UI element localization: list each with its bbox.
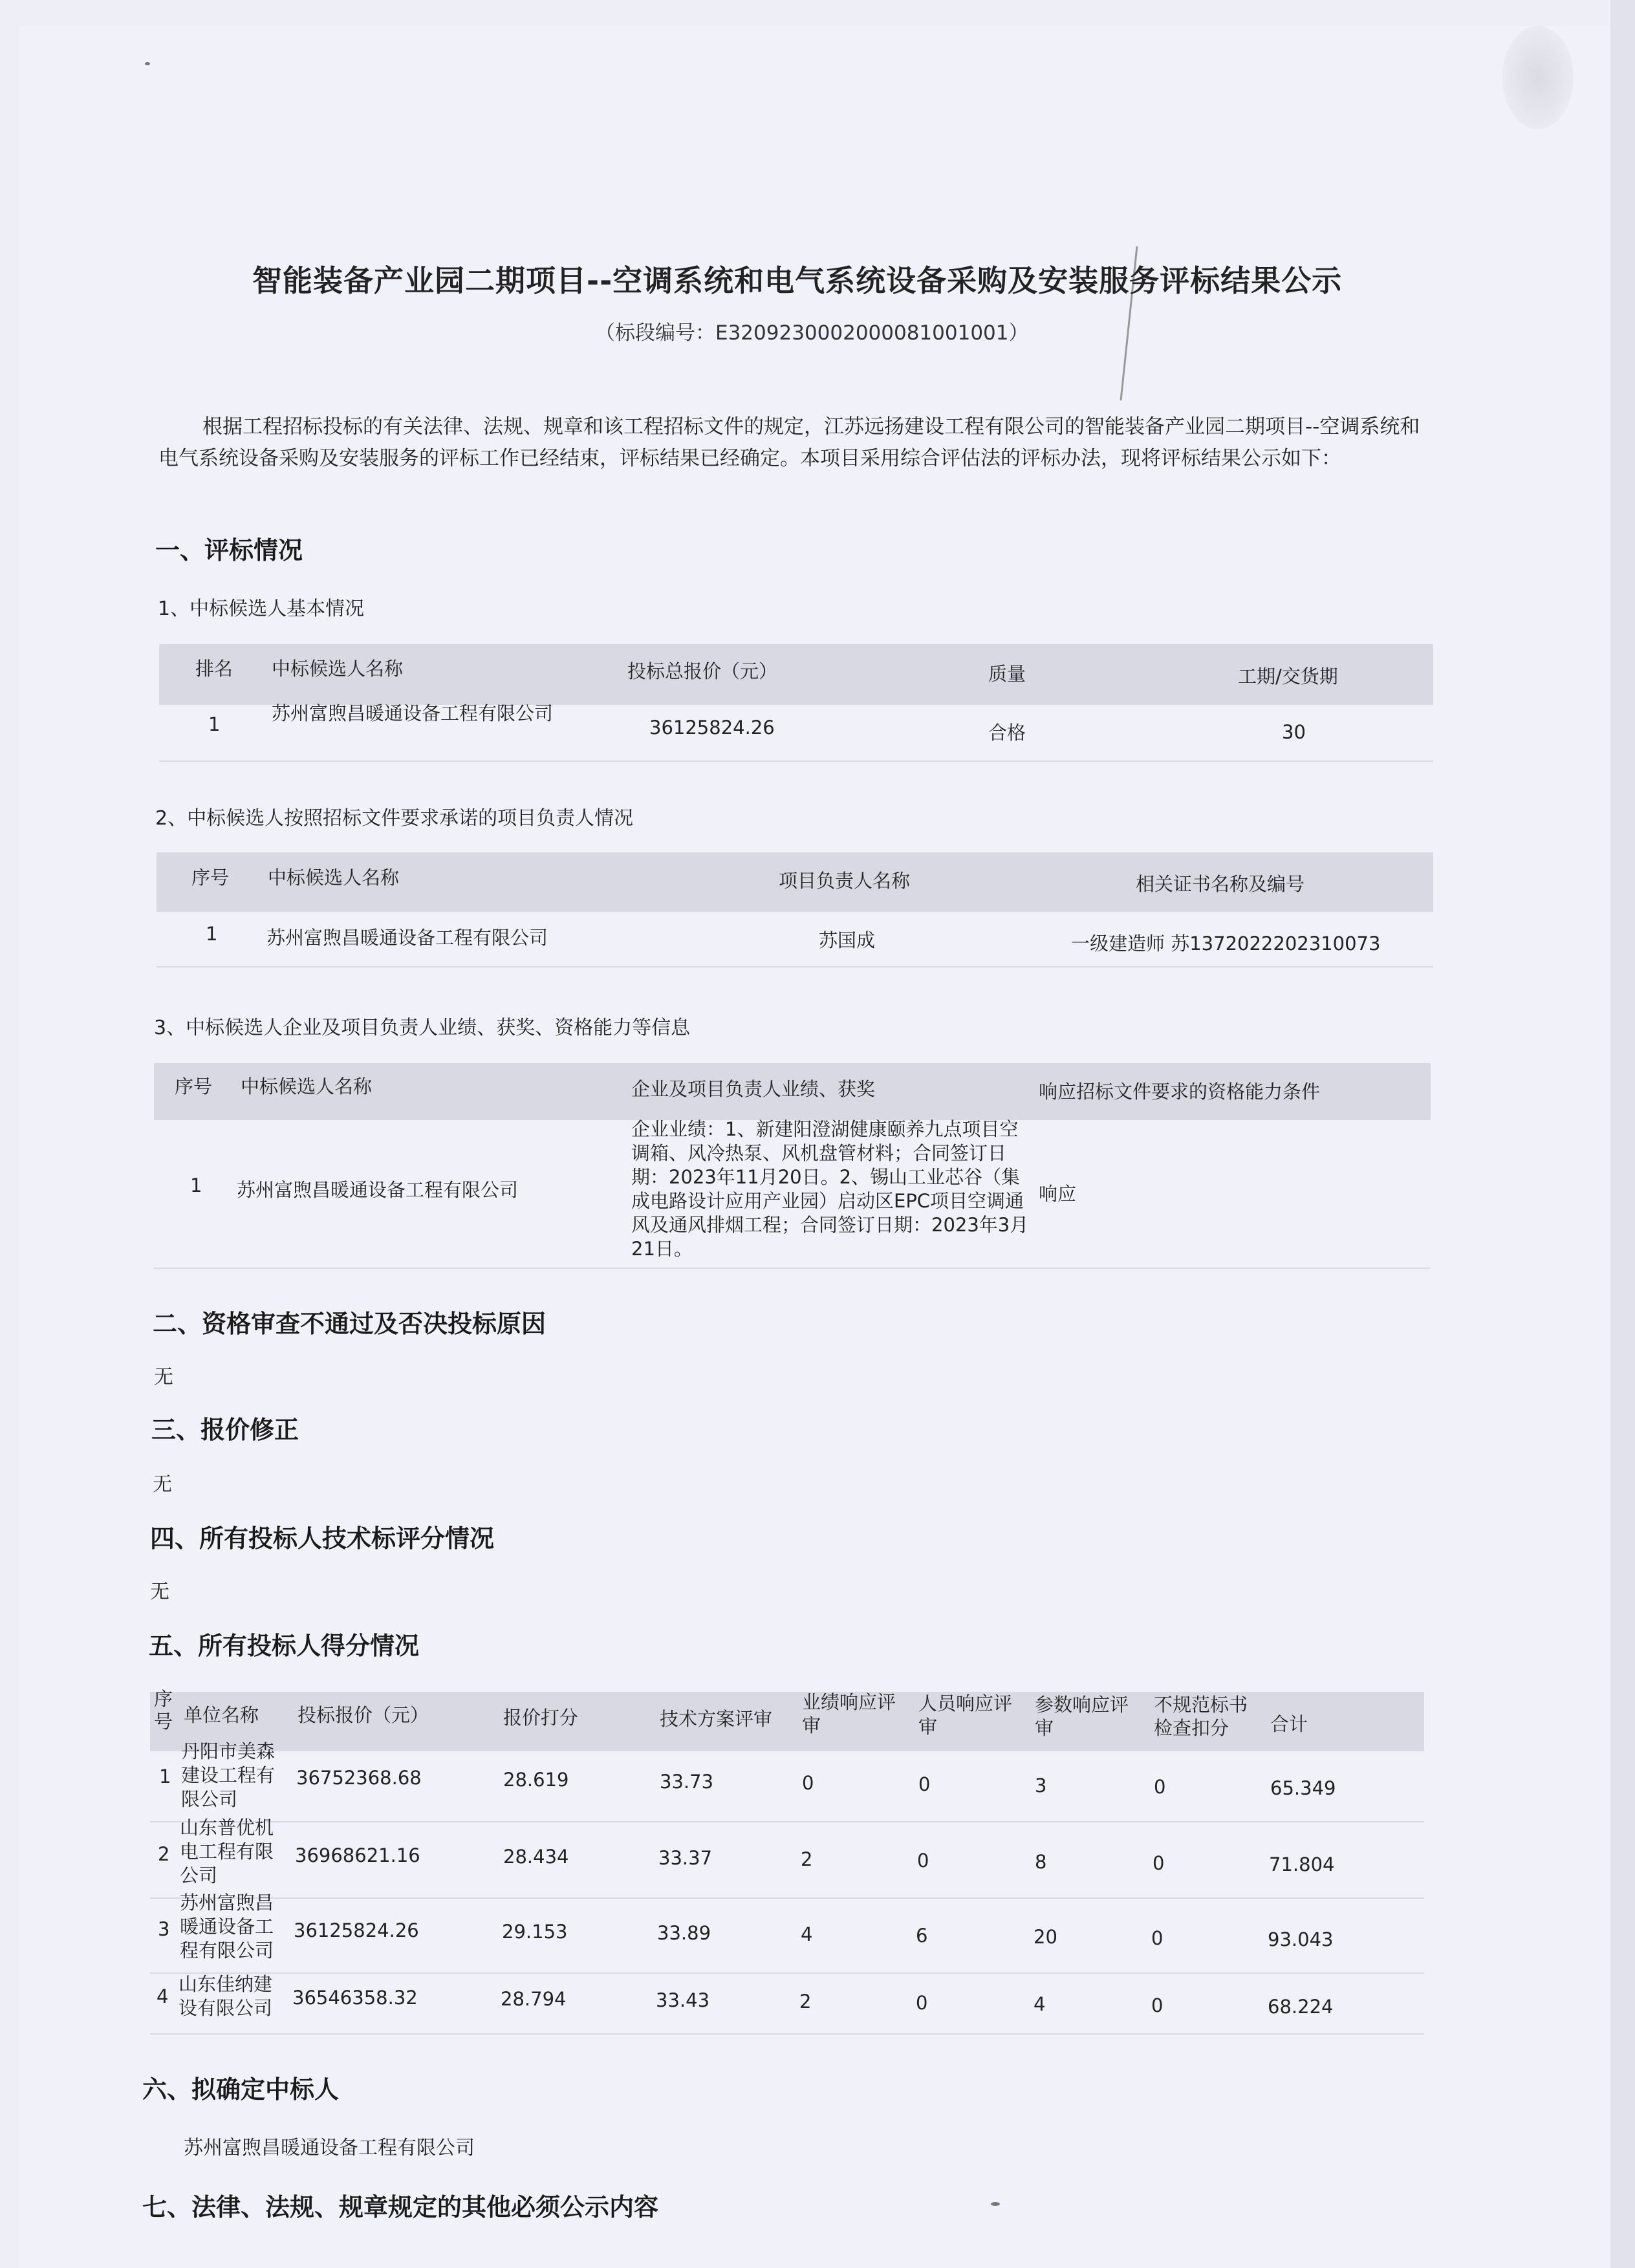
section-heading-4: 四、所有投标人技术标评分情况	[150, 1524, 495, 1553]
table3-rule	[154, 1268, 1431, 1269]
section-4-body: 无	[150, 1581, 169, 1603]
table5-cell-staff: 0	[918, 1773, 931, 1795]
table5-cell-name: 苏州富煦昌暖通设备工程有限公司	[180, 1892, 274, 1961]
table5-cell-no: 2	[158, 1843, 170, 1865]
table1-cell-price: 36125824.26	[649, 717, 775, 739]
table5-cell-tech: 33.43	[656, 1989, 710, 2011]
table5-cell-price: 36546358.32	[292, 1987, 418, 2009]
table5-header: 技术方案评审	[660, 1708, 773, 1730]
table5-cell-perf: 0	[802, 1772, 814, 1794]
table1-header: 质量	[988, 663, 1026, 685]
table5-cell-total: 65.349	[1270, 1777, 1336, 1799]
table5-cell-deduct: 0	[1153, 1852, 1165, 1874]
table2-rule	[157, 966, 1433, 967]
table5-header: 单位名称	[184, 1704, 259, 1726]
table5-cell-param: 8	[1035, 1851, 1047, 1873]
table5-cell-deduct: 0	[1151, 1994, 1164, 2016]
table5-header: 人员响应评审	[918, 1692, 1013, 1738]
intro-paragraph: 根据工程招标投标的有关法律、法规、规章和该工程招标文件的规定，江苏远扬建设工程有限公司的智能装备产业园二期项目--空调系统和电气系统设备采购及安装服务的评标工作已经结束，评标结果已经确定。本项目采用综合评估法的评标办法，现将评标结果公示如下：	[158, 415, 1420, 470]
table2-header: 相关证书名称及编号	[1136, 873, 1305, 895]
table5-cell-total: 93.043	[1268, 1928, 1334, 1950]
table1-rule	[159, 761, 1433, 762]
table5-cell-price: 36752368.68	[296, 1767, 422, 1789]
table5-cell-price-score: 28.434	[503, 1846, 569, 1868]
table5-cell-param: 20	[1034, 1926, 1057, 1948]
table5-cell-price-score: 29.153	[502, 1921, 568, 1943]
table5-cell-staff: 6	[916, 1925, 928, 1947]
table2-cell-no: 1	[206, 923, 218, 945]
table5-cell-price: 36125824.26	[294, 1919, 419, 1941]
section-heading-3: 三、报价修正	[151, 1416, 299, 1444]
table5-cell-total: 71.804	[1269, 1853, 1335, 1875]
table5-header: 序号	[154, 1688, 173, 1733]
table2-header: 序号	[191, 867, 230, 889]
section-3-body: 无	[153, 1473, 172, 1496]
scan-speck	[145, 62, 150, 65]
table5-cell-name: 山东佳纳建设有限公司	[179, 1973, 273, 2019]
table5-header: 合计	[1270, 1713, 1308, 1735]
table3-header: 企业及项目负责人业绩、获奖	[631, 1078, 876, 1100]
table5-cell-name: 丹阳市美森建设工程有限公司	[181, 1740, 276, 1810]
table5-cell-param: 3	[1035, 1775, 1047, 1797]
table5-header: 投标报价（元）	[298, 1704, 429, 1726]
table3-header: 序号	[175, 1075, 213, 1097]
table5-cell-perf: 4	[801, 1923, 813, 1945]
table5-cell-tech: 33.37	[658, 1847, 713, 1869]
table5-cell-tech: 33.73	[660, 1771, 714, 1793]
table2-cell-cert: 一级建造师 苏1372022202310073	[1071, 933, 1381, 955]
table5-cell-total: 68.224	[1268, 1996, 1334, 2018]
table2-cell-name: 苏州富煦昌暖通设备工程有限公司	[266, 927, 548, 949]
table5-rule	[150, 1897, 1424, 1899]
table1-cell-period: 30	[1282, 721, 1306, 743]
table5-cell-perf: 2	[799, 1991, 812, 2013]
section-heading-2: 二、资格审查不通过及否决投标原因	[153, 1310, 547, 1338]
table5-cell-price: 36968621.16	[295, 1844, 420, 1866]
table5-cell-deduct: 0	[1151, 1927, 1164, 1949]
table5-header: 业绩响应评审	[802, 1691, 896, 1736]
subsection-heading-1-3: 3、中标候选人企业及项目负责人业绩、获奖、资格能力等信息	[154, 1017, 691, 1039]
table2-cell-manager: 苏国成	[819, 929, 876, 951]
table5-cell-price-score: 28.619	[503, 1769, 569, 1791]
table5-cell-staff: 0	[917, 1850, 929, 1872]
scan-edge	[1610, 0, 1635, 2268]
section-heading-6: 六、拟确定中标人	[142, 2075, 340, 2104]
winner-name: 苏州富煦昌暖通设备工程有限公司	[184, 2137, 475, 2159]
scan-smudge	[1502, 26, 1574, 129]
section-heading-5: 五、所有投标人得分情况	[149, 1632, 420, 1660]
section-heading-7: 七、法律、法规、规章规定的其他必须公示内容	[142, 2193, 659, 2221]
table5-cell-staff: 0	[916, 1992, 928, 2014]
table5-rule	[150, 2033, 1424, 2035]
section-2-body: 无	[154, 1366, 173, 1388]
table1-cell-name: 苏州富煦昌暖通设备工程有限公司	[272, 702, 554, 724]
table5-cell-tech: 33.89	[657, 1922, 711, 1944]
table5-rule	[150, 1821, 1424, 1822]
table3-cell-name: 苏州富煦昌暖通设备工程有限公司	[237, 1179, 519, 1201]
table3-header: 中标候选人名称	[241, 1075, 373, 1097]
scan-speck	[991, 2202, 1000, 2206]
table5-header: 参数响应评审	[1035, 1694, 1129, 1739]
table5-cell-no: 1	[159, 1766, 171, 1787]
table5-cell-no: 4	[157, 1985, 169, 2007]
table1-header: 排名	[195, 658, 233, 680]
table3-cell-no: 1	[190, 1174, 202, 1196]
table2-header: 中标候选人名称	[268, 867, 400, 889]
page-title: 智能装备产业园二期项目--空调系统和电气系统设备采购及安装服务评标结果公示	[252, 263, 1343, 298]
table1-header: 中标候选人名称	[272, 658, 404, 680]
section-heading-1: 一、评标情况	[155, 536, 303, 565]
table5-cell-price-score: 28.794	[501, 1988, 567, 2010]
table1-cell-rank: 1	[208, 713, 221, 735]
table5-cell-no: 3	[158, 1918, 170, 1940]
table1-header: 工期/交货期	[1238, 665, 1338, 687]
table5-header: 报价打分	[503, 1707, 579, 1729]
table3-cell-response: 响应	[1039, 1183, 1077, 1205]
section-code: （标段编号：E3209230002000081001001）	[595, 321, 1029, 345]
subsection-heading-1-1: 1、中标候选人基本情况	[158, 598, 365, 620]
subsection-heading-1-2: 2、中标候选人按照招标文件要求承诺的项目负责人情况	[155, 807, 634, 830]
table3-header: 响应招标文件要求的资格能力条件	[1039, 1081, 1321, 1103]
table5-header: 不规范标书检查扣分	[1154, 1694, 1248, 1739]
table5-rule	[150, 1972, 1424, 1974]
table2-header: 项目负责人名称	[779, 870, 911, 892]
table5-cell-param: 4	[1034, 1993, 1046, 2015]
table5-cell-perf: 2	[801, 1848, 813, 1870]
table5-cell-deduct: 0	[1154, 1776, 1166, 1798]
table1-header: 投标总报价（元）	[627, 660, 778, 682]
table5-cell-name: 山东普优机电工程有限公司	[180, 1817, 274, 1886]
table3-cell-performance: 企业业绩：1、新建阳澄湖健康颐养九点项目空调箱、风冷热泵、风机盘管材料；合同签订日期：2023年11月20日。2、锡山工业芯谷（集成电路设计应用产业园）启动区EPC项目空调通风及通风排烟工程；合同签订日期：2023年3月21日。	[631, 1118, 1029, 1260]
table1-cell-quality: 合格	[988, 722, 1026, 744]
